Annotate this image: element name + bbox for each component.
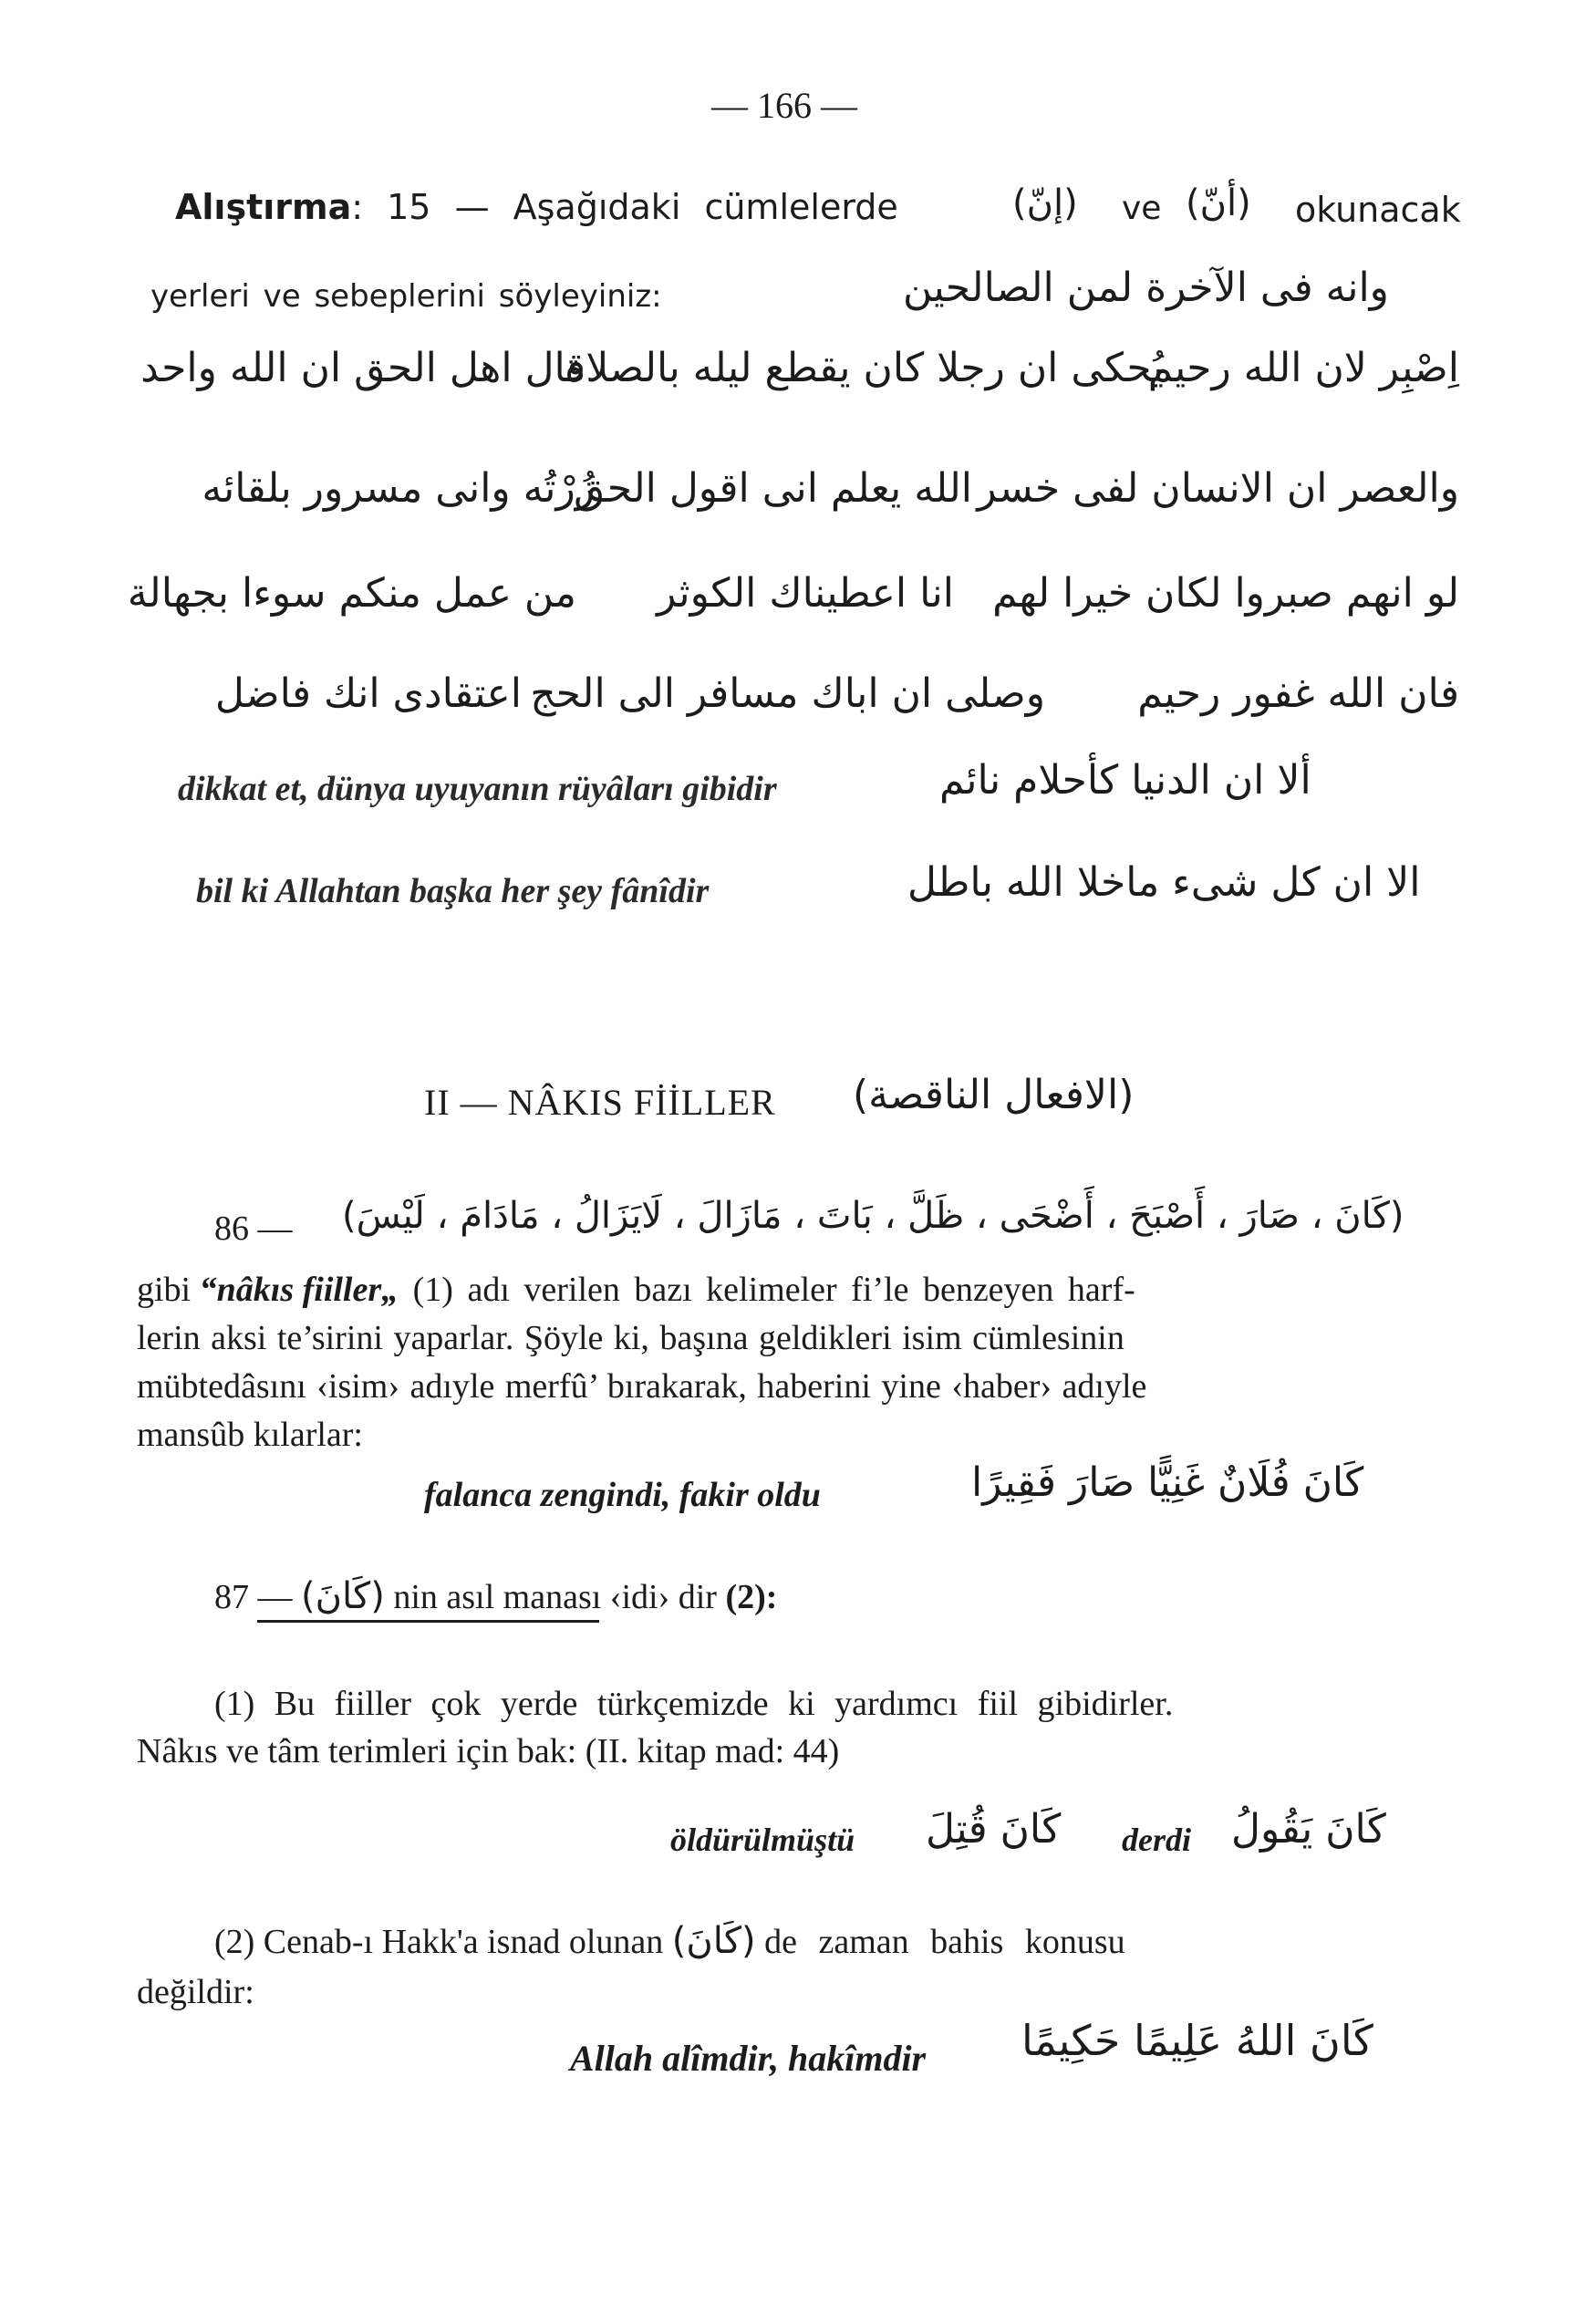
exercise-arabic-an: (أنّ) bbox=[1186, 182, 1251, 224]
para86-verbs-arabic: (كَانَ ، صَارَ ، أَصْبَحَ ، أَضْحَى ، ظَلَّ ، بَاتَ ، مَازَالَ ، لَايَزَالُ ، مَادَامَ ، لَيْسَ) bbox=[342, 1195, 1404, 1237]
para86-line1-a: gibi bbox=[137, 1271, 200, 1309]
footnote-2-text-a: (2) Cenab-ı Hakk'a isnad olunan bbox=[214, 1923, 664, 1961]
arabic-sentence: والعصر ان الانسان لفى خسر bbox=[977, 465, 1459, 512]
para87-number: 87 — bbox=[214, 1578, 293, 1616]
arabic-sentence: يُحكى ان رجلا كان يقطع ليله بالصلاة bbox=[565, 345, 1164, 391]
footnote-2-text-b: de zaman bahis konusu bbox=[764, 1923, 1125, 1961]
para86-line1-c: (1) adı verilen bazı kelimeler fi’le benzeyen harf- bbox=[399, 1271, 1135, 1309]
exercise-line2: yerleri ve sebeplerini söyleyiniz: bbox=[150, 278, 662, 315]
arabic-sentence: زُرْتُه وانى مسرور بلقائه bbox=[202, 465, 595, 512]
section-title: II — NÂKIS FİİLLER bbox=[424, 1082, 776, 1123]
exercise-heading-text: : 15 — Aşağıdaki cümlelerde bbox=[351, 187, 898, 227]
para86-line3: mübtedâsını ‹isim› adıyle merfû’ bırakarak, haberini yine ‹haber› adıyle bbox=[137, 1367, 1147, 1406]
exercise-ve: ve bbox=[1122, 190, 1162, 227]
footnote-1-ex2-arabic: كَانَ قُتِلَ bbox=[926, 1806, 1062, 1853]
page-number: — 166 — bbox=[711, 85, 857, 126]
arabic-row-1 bbox=[111, 345, 1459, 391]
footnote-2-line2: değildir: bbox=[137, 1973, 254, 2011]
nakis-fiiller-term: “nâkıs fiiller„ bbox=[199, 1271, 399, 1309]
para87-arabic: (كَانَ) bbox=[301, 1575, 385, 1617]
footnote-1-line1: (1) Bu fiiller çok yerde türkçemizde ki yardımcı fiil gibidirler. bbox=[214, 1685, 1174, 1723]
exercise-heading bbox=[175, 187, 898, 228]
arabic-sentence: الله يعلم انى اقول الحق bbox=[574, 465, 972, 512]
arabic-sentence: من عمل منكم سوءا بجهالة bbox=[127, 570, 576, 617]
footnote-1-ex1-arabic: كَانَ يَقُولُ bbox=[1231, 1806, 1386, 1853]
arabic-sentence: فان الله غفور رحيم bbox=[1137, 670, 1459, 717]
exercise-arabic-in: (إنّ) bbox=[1012, 182, 1078, 224]
arabic-sentence: انا اعطيناك الكوثر bbox=[657, 570, 954, 617]
arabic-sentence: لو انهم صبروا لكان خيرا لهم bbox=[992, 570, 1459, 617]
example2-arabic: الا ان كل شىء ماخلا الله باطل bbox=[907, 859, 1421, 906]
arabic-sentence: قال اهل الحق ان الله واحد bbox=[140, 345, 586, 391]
arabic-row-4 bbox=[139, 670, 1459, 717]
para87-text: nin asıl manası ‹idi› dir bbox=[393, 1578, 717, 1616]
example1-arabic: ألا ان الدنيا كأحلام نائم bbox=[939, 757, 1311, 804]
footnote-2-example-arabic: كَانَ اللهُ عَلِيمًا حَكِيمًا bbox=[1021, 2016, 1373, 2065]
exercise-label: Alıştırma bbox=[175, 187, 352, 227]
footnote-separator bbox=[257, 1620, 599, 1623]
footnote-2-example-translation: Allah alîmdir, hakîmdir bbox=[570, 2038, 927, 2079]
section-title-arabic: (الافعال الناقصة) bbox=[853, 1072, 1135, 1118]
exercise-line2-arabic: وانه فى الآخرة لمن الصالحين bbox=[903, 265, 1389, 311]
para86-line4: mansûb kılarlar: bbox=[137, 1416, 363, 1454]
footnote-2-arabic: (كَانَ) bbox=[671, 1920, 756, 1962]
footnote-1-ex1-translation: derdi bbox=[1122, 1822, 1191, 1858]
para86-example-translation: falanca zengindi, fakir oldu bbox=[424, 1476, 821, 1514]
para86-example-arabic: كَانَ فُلَانٌ غَنِيًّا صَارَ فَقِيرًا bbox=[971, 1459, 1364, 1506]
arabic-sentence: اِصْبِر لان الله رحيم bbox=[1147, 345, 1459, 391]
footnote-2-line1 bbox=[214, 1920, 1125, 1962]
arabic-row-3 bbox=[127, 570, 1459, 617]
arabic-sentence: اعتقادى انك فاضل bbox=[214, 670, 522, 717]
example1-translation: dikkat et, dünya uyuyanın rüyâları gibidir bbox=[178, 770, 777, 808]
para86-number: 86 — bbox=[214, 1209, 293, 1248]
para87-note: (2): bbox=[725, 1578, 778, 1616]
arabic-row-2 bbox=[139, 465, 1459, 512]
para86-line1 bbox=[137, 1270, 1135, 1310]
footnote-1-ex2-translation: öldürülmüştü bbox=[670, 1822, 855, 1858]
para87 bbox=[214, 1575, 777, 1617]
footnote-1-line2: Nâkıs ve tâm terimleri için bak: (II. kitap mad: 44) bbox=[137, 1732, 840, 1770]
example2-translation: bil ki Allahtan başka her şey fânîdir bbox=[196, 872, 710, 910]
arabic-sentence: وصلى ان اباك مسافر الى الحج bbox=[530, 670, 1045, 717]
exercise-okunacak: okunacak bbox=[1295, 190, 1461, 230]
para86-line2: lerin aksi te’sirini yaparlar. Şöyle ki, başına geldikleri isim cümlesinin bbox=[137, 1319, 1124, 1357]
